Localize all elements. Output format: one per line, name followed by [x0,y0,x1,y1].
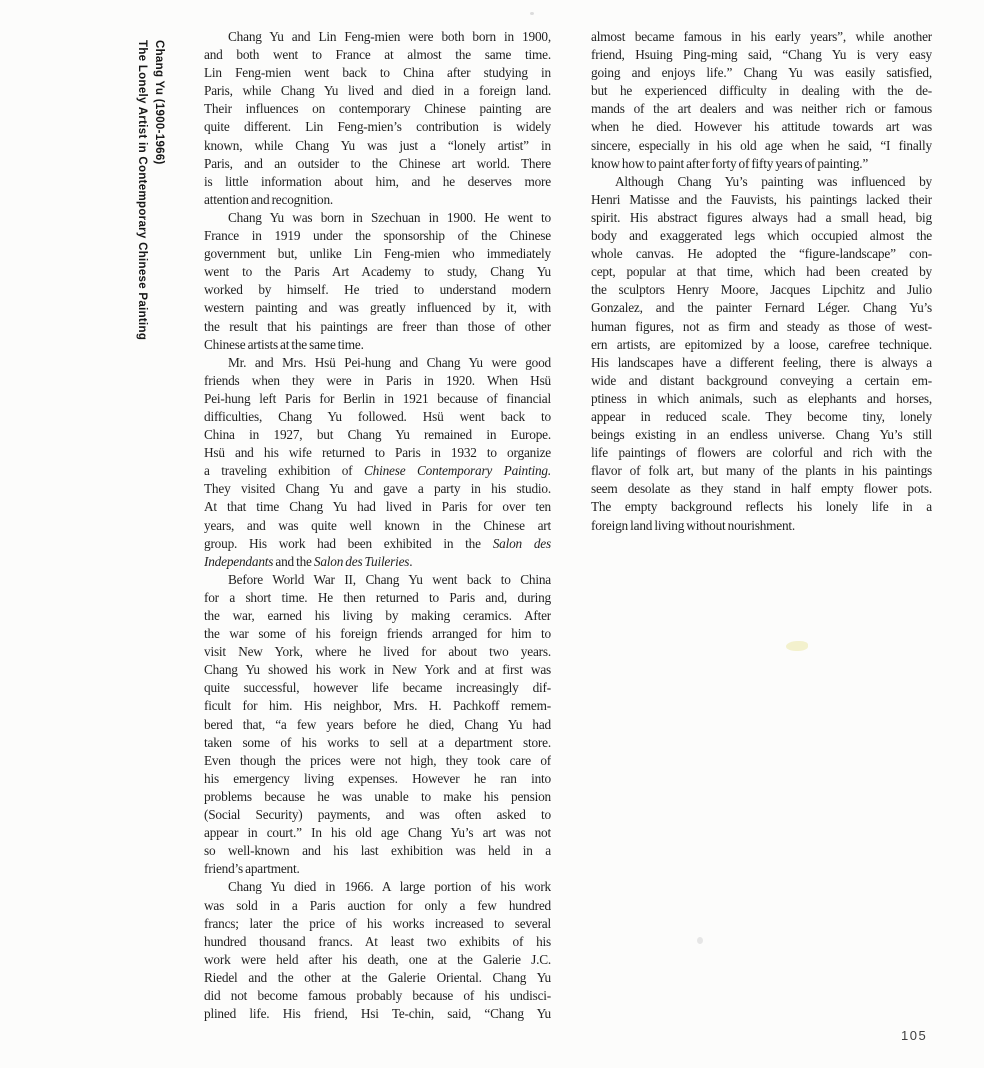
text-line: group. His work had been exhibited in the Salon des [204,535,551,551]
text-line: Henri Matisse and the Fauvists, his paintings lacked their [591,191,932,207]
text-line: plined life. His friend, Hsi Te-chin, said, “Chang Yu [204,1006,551,1022]
text-line: body and exaggerated legs which occupied almost the [591,228,932,244]
text-line: visit New York, where he lived for about two years. [204,644,551,660]
text-line: work were held after his death, one at the Galerie J.C. [204,951,551,967]
sidebar-title-line1: Chang Yu (1900-1966) [153,40,165,165]
text-line: Lin Feng-mien went back to China after studying in [204,65,551,81]
text-line: Chang Yu showed his work in New York and at first was [204,662,551,678]
chapter-sidebar-title [133,40,167,374]
text-line: mands of the art dealers and was neither rich or famous [591,101,932,117]
text-line: the sculptors Henry Moore, Jacques Lipchitz and Julio [591,282,932,298]
text-line: Chang Yu died in 1966. A large portion of his work [228,879,551,895]
text-line: going and enjoys life.” Chang Yu was easily satisfied, [591,65,932,81]
text-line: is little information about him, and he deserves more [204,173,551,189]
text-line: whole canvas. He adopted the “figure-landscape” con- [591,246,932,262]
text-line: ern artists, are epitomized by a loose, carefree technique. [591,336,932,352]
scan-speck-gray [697,937,703,944]
text-line: spirit. His abstract figures always had a small head, big [591,209,932,225]
text-line: Even though the prices were not high, they took care of [204,752,551,768]
text-line: friend’s apartment. [204,861,300,877]
text-line: Before World War II, Chang Yu went back to China [228,571,551,587]
text-line: wide and distant background conveying a certain em- [591,372,932,388]
text-line: so well-known and his last exhibition was held in a [204,843,551,859]
text-line: Chang Yu and Lin Feng-mien were both born in 1900, [228,29,551,44]
text-line: attention and recognition. [204,191,334,207]
text-line: They visited Chang Yu and gave a party in his studio. [204,481,551,497]
text-line: and both went to France at almost the same time. [204,47,551,63]
text-line: foreign land living without nourishment. [591,517,796,533]
text-line: a traveling exhibition of Chinese Contemporary Painting. [204,463,551,479]
text-line: bered that, “a few years before he died, Chang Yu had [204,716,551,732]
text-line: went to the Paris Art Academy to study, Chang Yu [204,264,551,280]
text-line: the war some of his foreign friends arranged for him to [204,626,551,642]
text-line: Although Chang Yu’s painting was influenced by [615,173,932,189]
text-line: the result that his paintings are freer than those of other [204,318,551,334]
text-line: his emergency living expenses. However he ran into [204,770,551,786]
text-line: Hsü and his wife returned to Paris in 1932 to organize [204,445,551,461]
text-line: Paris, and an outsider to the Chinese art world. There [204,155,551,171]
text-line: (Social Security) payments, and was often asked to [204,807,551,823]
text-line: hundred thousand francs. At least two exhibits of his [204,933,551,949]
text-line: francs; later the price of his works increased to several [204,915,551,931]
text-line: Mr. and Mrs. Hsü Pei-hung and Chang Yu were good [228,354,551,370]
text-line: years, and was quite well known in the Chinese art [204,517,551,533]
text-line: ptiness in which animals, such as elephants and horses, [591,390,932,406]
text-line: human figures, not as firm and steady as those of west- [591,318,932,334]
text-line: Chinese artists at the same time. [204,336,364,352]
text-line: Riedel and the other at the Galerie Oriental. Chang Yu [204,969,551,985]
text-line: Their influences on contemporary Chinese painting are [204,101,551,117]
text-line: Paris, while Chang Yu lived and died in a foreign land. [204,83,551,99]
text-line: taken some of his works to sell at a department store. [204,734,551,750]
text-line: problems because he was unable to make his pension [204,788,551,804]
text-line: know how to paint after forty of fifty years of painting.” [591,155,869,171]
text-line: His landscapes have a different feeling, there is always a [591,354,932,370]
text-line: was sold in a Paris auction for only a few hundred [204,897,551,913]
text-line: life paintings of flowers are colorful and rich with the [591,445,932,461]
text-line: appear in reduced scale. They become tiny, lonely [591,408,932,424]
scan-speck-top [530,12,534,15]
text-line: ficult for him. His neighbor, Mrs. H. Pachkoff remem- [204,698,551,714]
text-line: worked by himself. He tried to understand modern [204,282,551,298]
text-line: known, while Chang Yu was just a “lonely artist” in [204,137,551,153]
text-line: quite different. Lin Feng-mien’s contribution is widely [204,119,551,135]
text-line: for a short time. He then returned to Paris and, during [204,589,551,605]
text-line: quite successful, however life became increasingly dif- [204,680,551,696]
text-line: western painting and was greatly influenced by it, with [204,300,551,316]
text-line: Independants and the Salon des Tuileries. [204,553,413,569]
text-line: sincere, especially in his old age when he said, “I finally [591,137,932,153]
text-line: Chang Yu was born in Szechuan in 1900. He went to [228,209,551,225]
text-line: difficulties, Chang Yu followed. Hsü went back to [204,408,551,424]
text-column-left [204,28,551,1023]
text-line: At that time Chang Yu had lived in Paris for over ten [204,499,551,515]
text-line: cept, popular at that time, which had been created by [591,264,932,280]
text-line: flavor of folk art, but many of the plants in his paintings [591,463,932,479]
text-line: appear in court.” In his old age Chang Yu’s art was not [204,825,551,841]
text-line: almost became famous in his early years”, while another [591,29,932,44]
page-number: 105 [901,1028,928,1043]
text-line: the war, earned his living by making ceramics. After [204,608,551,623]
text-line: China in 1927, but Chang Yu remained in Europe. [204,427,551,443]
text-line: when he died. However his attitude towards art was [591,119,932,135]
text-line: but he experienced difficulty in dealing with the de- [591,83,932,99]
text-line: did not become famous probably because of his undisci- [204,987,551,1003]
sidebar-title-line2: The Lonely Artist in Contemporary Chinese Painting [136,40,148,341]
text-line: seem desolate as they stand in half empty flower pots. [591,481,932,497]
scan-speck-yellow [786,641,808,651]
text-line: friends when they were in Paris in 1920. When Hsü [204,372,551,388]
text-column-right [591,28,932,535]
text-line: government but, unlike Lin Feng-mien who immediately [204,246,551,262]
text-line: friend, Hsuing Ping-ming said, “Chang Yu is very easy [591,47,932,63]
text-line: beings existing in an endless universe. Chang Yu’s still [591,427,932,443]
text-line: Pei-hung left Paris for Berlin in 1921 because of financial [204,390,551,406]
text-line: France in 1919 under the sponsorship of the Chinese [204,228,551,244]
text-line: The empty background reflects his lonely life in a [591,499,932,515]
text-line: Gonzalez, and the painter Fernard Léger. Chang Yu’s [591,300,932,316]
